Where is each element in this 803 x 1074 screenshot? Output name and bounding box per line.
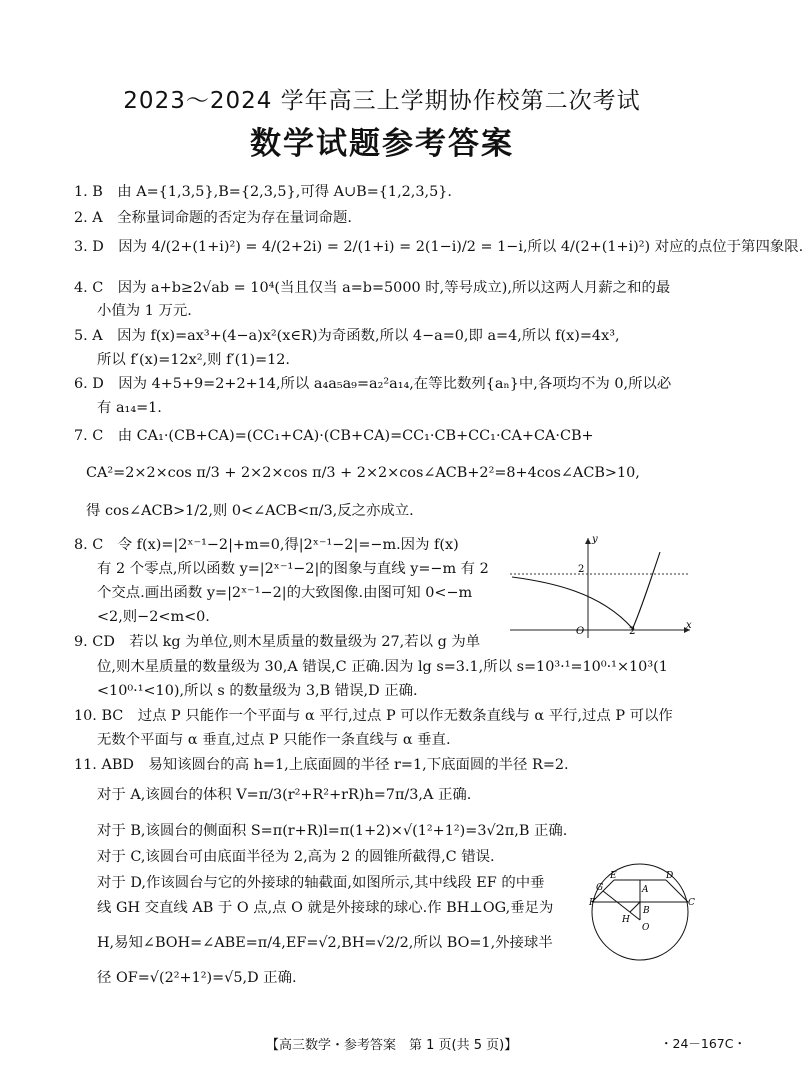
- answer-line: 个交点.画出函数 y=|2ˣ⁻¹−2|的大致图像.由图可知 0<−m: [97, 585, 473, 601]
- sphere-section-figure: [590, 872, 696, 980]
- answer-line: 4. C 因为 a+b≥2√ab = 10⁴(当且仅当 a=b=5000 时,等号成立),所以这两人月薪之和的最: [74, 280, 671, 296]
- answer-line: 11. ABD 易知该圆台的高 h=1,上底面圆的半径 r=1,下底面圆的半径 R=2.: [74, 757, 569, 773]
- label-O: O: [642, 923, 650, 933]
- answer-line: 无数个平面与 α 垂直,过点 P 只能作一条直线与 α 垂直.: [97, 732, 451, 748]
- answer-line: 6. D 因为 4+5+9=2+2+14,所以 a₄a₅a₉=a₂²a₁₄,在等比数列{aₙ}中,各项均不为 0,所以必: [74, 376, 672, 392]
- function-graph: [510, 532, 696, 642]
- answer-line: CA²=2×2×cos π/3 + 2×2×cos π/3 + 2×2×cos∠ACB+2²=8+4cos∠ACB>10,: [86, 465, 640, 481]
- label-E: E: [610, 871, 617, 881]
- answer-line: 10. BC 过点 P 只能作一个平面与 α 平行,过点 P 可以作无数条直线与 α 平行,过点 P 可以作: [74, 708, 673, 724]
- x-label: x: [686, 620, 692, 631]
- line-DC: [666, 880, 688, 902]
- label-H: H: [622, 915, 630, 925]
- page-footer: 【高三数学・参考答案 第 1 页(共 5 页)】: [266, 1038, 518, 1053]
- answer-line: 对于 A,该圆台的体积 V=π/3(r²+R²+rR)h=7π/3,A 正确.: [97, 787, 472, 803]
- answer-line: 9. CD 若以 kg 为单位,则木星质量的数量级为 27,若以 g 为单: [74, 634, 481, 650]
- answer-line: H,易知∠BOH=∠ABE=π/4,EF=√2,BH=√2/2,所以 BO=1,外接球半: [97, 935, 553, 951]
- answer-line: 位,则木星质量的数量级为 30,A 错误,C 正确.因为 lg s=3.1,所以 s=10³·¹=10⁰·¹×10³(1: [97, 659, 668, 675]
- answer-line: 得 cos∠ACB>1/2,则 0<∠ACB<π/3,反之亦成立.: [86, 503, 414, 519]
- answer-line: 3. D 因为 4/(2+(1+i)²) = 4/(2+2i) = 2/(1+i) = 2(1−i)/2 = 1−i,所以 4/(2+(1+i)²) 对应的点位于第四象限.: [74, 239, 803, 255]
- label-B: B: [643, 906, 650, 916]
- answer-line: 8. C 令 f(x)=|2ˣ⁻¹−2|+m=0,得|2ˣ⁻¹−2|=−m.因为 f(x): [74, 537, 459, 553]
- answer-line: 2. A 全称量词命题的否定为存在量词命题.: [74, 210, 352, 226]
- label-C: C: [688, 898, 695, 908]
- y-tick-2: 2: [578, 564, 585, 575]
- origin-label: O: [576, 626, 585, 637]
- answer-line: 对于 D,作该圆台与它的外接球的轴截面,如图所示,其中线段 EF 的中垂: [97, 875, 545, 891]
- label-A: A: [642, 885, 649, 895]
- answer-line: 有 2 个零点,所以函数 y=|2ˣ⁻¹−2|的图象与直线 y=−m 有 2: [97, 561, 489, 577]
- document-code: ・24－167C・: [660, 1036, 746, 1051]
- exam-title: 2023～2024 学年高三上学期协作校第二次考试: [123, 88, 641, 114]
- y-axis-arrow: [585, 538, 591, 544]
- line-BH: [630, 902, 640, 912]
- answer-line: 所以 f′(x)=12x²,则 f′(1)=12.: [97, 352, 291, 368]
- answer-line: 小值为 1 万元.: [97, 303, 192, 319]
- answer-line: 7. C 由 CA₁·(CB+CA)=(CC₁+CA)·(CB+CA)=CC₁·CB+CC₁·CA+CA·CB+: [74, 428, 594, 444]
- answer-line: <2,则−2<m<0.: [97, 609, 210, 625]
- answer-line: 1. B 由 A={1,3,5},B={2,3,5},可得 A∪B={1,2,3,5}.: [74, 184, 452, 200]
- label-D: D: [666, 871, 674, 881]
- label-G: G: [596, 883, 604, 893]
- x-tick-2: 2: [629, 626, 636, 637]
- answer-line: 5. A 因为 f(x)=ax³+(4−a)x²(x∈R)为奇函数,所以 4−a=0,即 a=4,所以 f(x)=4x³,: [74, 328, 620, 344]
- answer-line: 对于 C,该圆台可由底面半径为 2,高为 2 的圆锥所截得,C 错误.: [97, 849, 495, 865]
- y-label: y: [592, 534, 598, 545]
- label-F: F: [589, 898, 596, 908]
- answer-line: <10⁰·¹<10),所以 s 的数量级为 3,B 错误,D 正确.: [97, 683, 418, 699]
- answer-line: 有 a₁₄=1.: [97, 400, 162, 416]
- answer-line: 径 OF=√(2²+1²)=√5,D 正确.: [97, 970, 297, 986]
- curve: [512, 552, 660, 630]
- answer-line: 对于 B,该圆台的侧面积 S=π(r+R)l=π(1+2)×√(1²+1²)=3√2π,B 正确.: [97, 823, 568, 839]
- answer-key-title: 数学试题参考答案: [250, 126, 514, 162]
- answer-line: 线 GH 交直线 AB 于 O 点,点 O 就是外接球的球心.作 BH⊥OG,垂足为: [97, 900, 554, 916]
